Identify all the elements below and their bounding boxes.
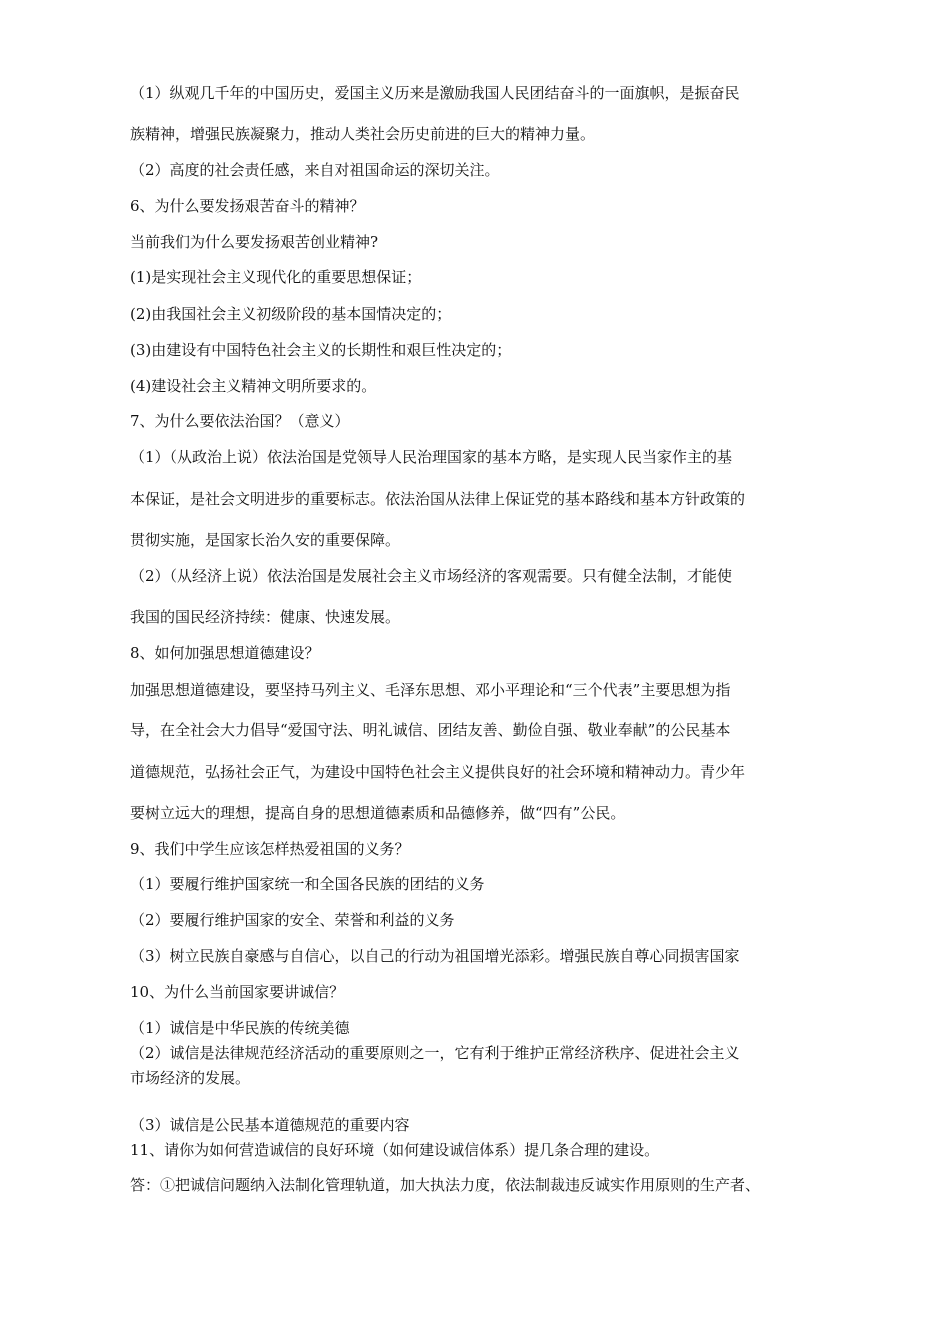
- text-line: （2）高度的社会责任感，来自对祖国命运的深切关注。: [130, 161, 500, 179]
- section-heading: 11、请你为如何营造诚信的良好环境（如何建设诚信体系）提几条合理的建设。: [130, 1141, 660, 1159]
- text-line: （3）树立民族自豪感与自信心，以自己的行动为祖国增光添彩。增强民族自尊心同损害国家: [130, 947, 740, 965]
- text-line: （1）（从政治上说）依法治国是党领导人民治理国家的基本方略，是实现人民当家作主的基: [130, 448, 733, 466]
- text-line: （2）要履行维护国家的安全、荣誉和利益的义务: [130, 911, 455, 929]
- text-line: 当前我们为什么要发扬艰苦创业精神?: [130, 233, 379, 251]
- text-line: （2）（从经济上说）依法治国是发展社会主义市场经济的客观需要。只有健全法制，才能使: [130, 567, 733, 585]
- text-line: （1）要履行维护国家统一和全国各民族的团结的义务: [130, 875, 485, 893]
- text-line: 我国的国民经济持续：健康、快速发展。: [130, 608, 401, 626]
- text-line: (4)建设社会主义精神文明所要求的。: [130, 377, 377, 395]
- text-line: (1)是实现社会主义现代化的重要思想保证；: [130, 268, 422, 286]
- section-heading: 7、为什么要依法治国？（意义）: [130, 412, 350, 430]
- text-line: （3）诚信是公民基本道德规范的重要内容: [130, 1116, 410, 1134]
- text-line: （2）诚信是法律规范经济活动的重要原则之一，它有利于维护正常经济秩序、促进社会主义: [130, 1044, 740, 1062]
- text-line: 答：①把诚信问题纳入法制化管理轨道，加大执法力度，依法制裁违反诚实作用原则的生产者、: [130, 1176, 761, 1194]
- text-line: (3)由建设有中国特色社会主义的长期性和艰巨性决定的；: [130, 341, 512, 359]
- text-line: (2)由我国社会主义初级阶段的基本国情决定的；: [130, 305, 452, 323]
- text-line: 贯彻实施，是国家长治久安的重要保障。: [130, 531, 401, 549]
- text-line: 加强思想道德建设，要坚持马列主义、毛泽东思想、邓小平理论和“三个代表”主要思想为指: [130, 681, 731, 699]
- text-line: （1）诚信是中华民族的传统美德: [130, 1019, 350, 1037]
- text-line: 本保证，是社会文明进步的重要标志。依法治国从法律上保证党的基本路线和基本方针政策的: [130, 490, 746, 508]
- section-heading: 6、为什么要发扬艰苦奋斗的精神？: [130, 197, 365, 215]
- text-line: （1）纵观几千年的中国历史，爱国主义历来是激励我国人民团结奋斗的一面旗帜，是振奋民: [130, 84, 740, 102]
- text-line: 导，在全社会大力倡导“爱国守法、明礼诚信、团结友善、勤俭自强、敬业奉献”的公民基本: [130, 721, 731, 739]
- section-heading: 9、我们中学生应该怎样热爱祖国的义务？: [130, 840, 410, 858]
- text-line: 道德规范，弘扬社会正气，为建设中国特色社会主义提供良好的社会环境和精神动力。青少年: [130, 763, 746, 781]
- section-heading: 10、为什么当前国家要讲诚信？: [130, 983, 345, 1001]
- text-line: 族精神，增强民族凝聚力，推动人类社会历史前进的巨大的精神力量。: [130, 125, 596, 143]
- text-line: 市场经济的发展。: [130, 1069, 251, 1087]
- section-heading: 8、如何加强思想道德建设？: [130, 644, 320, 662]
- text-line: 要树立远大的理想，提高自身的思想道德素质和品德修养，做“四有”公民。: [130, 804, 626, 822]
